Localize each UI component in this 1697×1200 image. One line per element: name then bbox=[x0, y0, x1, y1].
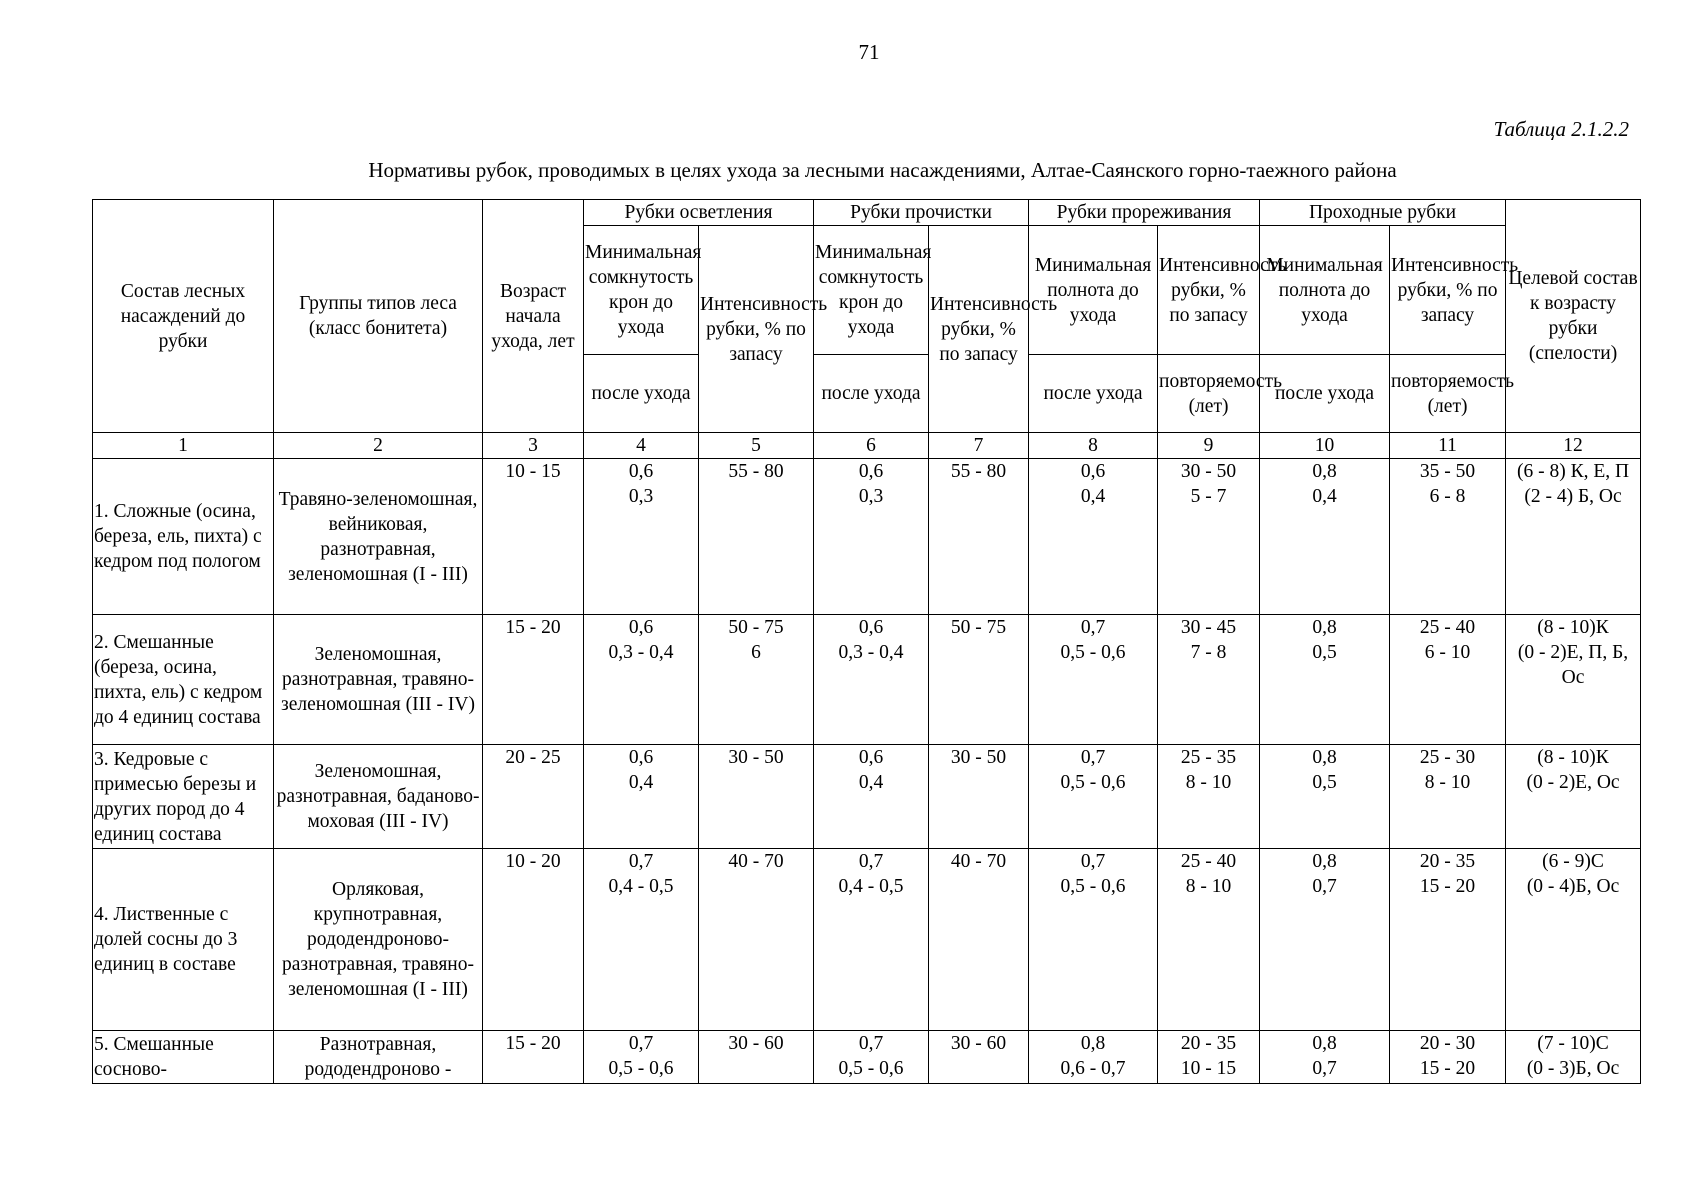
cell-target-primary: (6 - 9)С bbox=[1542, 851, 1604, 872]
cell-start-age: 20 - 25 bbox=[483, 745, 584, 849]
cell-target-primary: (8 - 10)К bbox=[1537, 617, 1609, 638]
header-forest-types: Группы типов леса (класс бонитета) bbox=[274, 200, 483, 433]
cell-prorezh-min-secondary: 0,6 - 0,7 bbox=[1060, 1058, 1126, 1079]
cell-prorezh-intensity-secondary: 5 - 7 bbox=[1190, 486, 1227, 507]
cell-prohod-intensity-primary: 35 - 50 bbox=[1419, 461, 1476, 482]
cell-osv-intensity bbox=[699, 849, 814, 1031]
table-row bbox=[93, 459, 1641, 615]
cell-composition: 3. Кедровые с примесью березы и других пород до 4 единиц состава bbox=[93, 745, 274, 849]
cell-prorezh-intensity-secondary: 8 - 10 bbox=[1185, 876, 1232, 897]
cell-target-secondary: (0 - 2)Е, П, Б, Ос bbox=[1517, 642, 1629, 688]
cell-prohod-intensity-primary: 20 - 30 bbox=[1419, 1033, 1476, 1054]
cell-prorezh-min-secondary: 0,4 bbox=[1080, 486, 1106, 507]
cell-osv-intensity bbox=[699, 615, 814, 745]
header-proch-intensity: Интенсивность рубки, % по запасу bbox=[929, 226, 1029, 433]
cell-prorezh-intensity-primary: 25 - 40 bbox=[1180, 851, 1237, 872]
cell-prorezh-intensity-primary: 30 - 45 bbox=[1180, 617, 1237, 638]
cell-prohod-min bbox=[1260, 745, 1390, 849]
cell-prorezh-min-primary: 0,6 bbox=[1080, 461, 1106, 482]
cell-proch-min-primary: 0,7 bbox=[858, 851, 884, 872]
cell-proch-min-primary: 0,6 bbox=[858, 747, 884, 768]
header-prohod-min: Минимальная полнота до ухода bbox=[1260, 226, 1390, 355]
cell-prorezh-min bbox=[1029, 615, 1158, 745]
cell-prohod-intensity-primary: 25 - 40 bbox=[1419, 617, 1476, 638]
cell-prohod-min-primary: 0,8 bbox=[1312, 617, 1337, 638]
cell-prorezh-intensity bbox=[1158, 849, 1260, 1031]
cell-proch-min-secondary: 0,4 bbox=[858, 772, 884, 793]
cell-prorezh-min bbox=[1029, 459, 1158, 615]
cell-target-secondary: (2 - 4) Б, Ос bbox=[1524, 486, 1622, 507]
cell-prohod-min bbox=[1260, 615, 1390, 745]
cell-prohod-intensity bbox=[1390, 615, 1506, 745]
cell-target-primary: (7 - 10)С bbox=[1537, 1033, 1609, 1054]
cell-osv-intensity bbox=[699, 1031, 814, 1084]
cell-prohod-intensity-secondary: 8 - 10 bbox=[1424, 772, 1471, 793]
cell-forest-types: Разнотравная, рододендроново - bbox=[274, 1031, 483, 1084]
cell-osv-min-primary: 0,6 bbox=[628, 747, 654, 768]
cell-forest-types: Зеленомошная, разнотравная, баданово-моховая (III - IV) bbox=[274, 745, 483, 849]
cell-osv-min bbox=[584, 745, 699, 849]
cell-target-secondary: (0 - 3)Б, Ос bbox=[1526, 1058, 1620, 1079]
cell-prorezh-min-secondary: 0,5 - 0,6 bbox=[1060, 876, 1126, 897]
cell-prorezh-intensity-primary: 20 - 35 bbox=[1180, 1033, 1237, 1054]
cell-prorezh-min-secondary: 0,5 - 0,6 bbox=[1060, 642, 1126, 663]
cell-forest-types: Зеленомошная, разнотравная, травяно-зеленомошная (III - IV) bbox=[274, 615, 483, 745]
cell-prohod-intensity bbox=[1390, 745, 1506, 849]
cell-prohod-intensity-secondary: 6 - 10 bbox=[1424, 642, 1471, 663]
cell-osv-min-secondary: 0,3 - 0,4 bbox=[608, 642, 674, 663]
header-group-prohodnye: Проходные рубки bbox=[1260, 200, 1506, 226]
header-group-prochistka: Рубки прочистки bbox=[814, 200, 1029, 226]
cell-proch-min-secondary: 0,5 - 0,6 bbox=[838, 1058, 904, 1079]
cell-prorezh-intensity-primary: 30 - 50 bbox=[1180, 461, 1237, 482]
cell-proch-intensity: 30 - 60 bbox=[929, 1031, 1029, 1084]
cell-prorezh-intensity-secondary: 7 - 8 bbox=[1190, 642, 1227, 663]
cell-prohod-min-secondary: 0,7 bbox=[1312, 876, 1337, 897]
cell-target-primary: (8 - 10)К bbox=[1537, 747, 1609, 768]
header-group-osvetlenie: Рубки осветления bbox=[584, 200, 814, 226]
column-number: 5 bbox=[699, 433, 814, 459]
header-prohod-repeat: повторяемость (лет) bbox=[1390, 355, 1506, 433]
cell-start-age: 15 - 20 bbox=[483, 615, 584, 745]
cell-proch-min-primary: 0,7 bbox=[858, 1033, 884, 1054]
cell-prohod-min-secondary: 0,7 bbox=[1312, 1058, 1337, 1079]
table-row bbox=[93, 745, 1641, 849]
cell-prohod-min bbox=[1260, 849, 1390, 1031]
cell-proch-intensity: 40 - 70 bbox=[929, 849, 1029, 1031]
cell-prorezh-min bbox=[1029, 745, 1158, 849]
cell-osv-intensity bbox=[699, 745, 814, 849]
cell-forest-types: Травяно-зеленомошная, вейниковая, разнотравная, зеленомошная (I - III) bbox=[274, 459, 483, 615]
cell-proch-min-primary: 0,6 bbox=[858, 461, 884, 482]
header-proch-after: после ухода bbox=[814, 355, 929, 433]
table-label: Таблица 2.1.2.2 bbox=[1493, 117, 1629, 141]
cell-target bbox=[1506, 745, 1641, 849]
cell-osv-intensity-secondary: 6 bbox=[751, 642, 761, 663]
column-number: 11 bbox=[1390, 433, 1506, 459]
cell-proch-min bbox=[814, 849, 929, 1031]
cell-prohod-intensity-primary: 25 - 30 bbox=[1419, 747, 1476, 768]
cell-prorezh-min bbox=[1029, 1031, 1158, 1084]
cell-prohod-min-secondary: 0,5 bbox=[1312, 772, 1337, 793]
cell-composition: 1. Сложные (осина, береза, ель, пихта) с кедром под пологом bbox=[93, 459, 274, 615]
table-row bbox=[93, 849, 1641, 1031]
table-title: Нормативы рубок, проводимых в целях ухода за лесными насаждениями, Алтае-Саянского горно-таежного района bbox=[368, 158, 1397, 182]
column-number: 7 bbox=[929, 433, 1029, 459]
cell-osv-min bbox=[584, 1031, 699, 1084]
cell-prohod-min-primary: 0,8 bbox=[1312, 851, 1337, 872]
header-osv-min: Минимальная сомкнутость крон до ухода bbox=[584, 226, 699, 355]
cell-target bbox=[1506, 1031, 1641, 1084]
cell-target bbox=[1506, 849, 1641, 1031]
cell-proch-min bbox=[814, 615, 929, 745]
header-prorezh-repeat: повторяемость (лет) bbox=[1158, 355, 1260, 433]
cell-prohod-min-primary: 0,8 bbox=[1312, 461, 1337, 482]
cell-proch-min-secondary: 0,3 - 0,4 bbox=[838, 642, 904, 663]
cell-osv-min-secondary: 0,3 bbox=[628, 486, 654, 507]
cell-prohod-min bbox=[1260, 1031, 1390, 1084]
column-number: 6 bbox=[814, 433, 929, 459]
cell-osv-min-secondary: 0,5 - 0,6 bbox=[608, 1058, 674, 1079]
cell-prohod-intensity bbox=[1390, 1031, 1506, 1084]
cell-prohod-min-primary: 0,8 bbox=[1312, 1033, 1337, 1054]
cell-prorezh-intensity bbox=[1158, 1031, 1260, 1084]
cell-prohod-intensity bbox=[1390, 459, 1506, 615]
cell-prohod-min-primary: 0,8 bbox=[1312, 747, 1337, 768]
cell-proch-min bbox=[814, 745, 929, 849]
cell-osv-intensity-primary: 55 - 80 bbox=[728, 461, 784, 482]
norms-table bbox=[92, 199, 1641, 1084]
column-number: 8 bbox=[1029, 433, 1158, 459]
header-prohod-after: после ухода bbox=[1260, 355, 1390, 433]
cell-osv-min-secondary: 0,4 - 0,5 bbox=[608, 876, 674, 897]
cell-proch-intensity: 30 - 50 bbox=[929, 745, 1029, 849]
header-osv-after: после ухода bbox=[584, 355, 699, 433]
cell-prohod-intensity bbox=[1390, 849, 1506, 1031]
cell-target-primary: (6 - 8) К, Е, П bbox=[1516, 461, 1630, 482]
cell-proch-min bbox=[814, 459, 929, 615]
cell-osv-min bbox=[584, 615, 699, 745]
cell-osv-min bbox=[584, 459, 699, 615]
cell-osv-min bbox=[584, 849, 699, 1031]
cell-prohod-min-secondary: 0,4 bbox=[1312, 486, 1337, 507]
cell-prorezh-min-primary: 0,7 bbox=[1080, 851, 1106, 872]
cell-proch-min bbox=[814, 1031, 929, 1084]
cell-target-secondary: (0 - 4)Б, Ос bbox=[1526, 876, 1620, 897]
cell-osv-intensity-primary: 30 - 60 bbox=[728, 1033, 784, 1054]
header-composition: Состав лесных насаждений до рубки bbox=[93, 200, 274, 433]
column-number: 2 bbox=[274, 433, 483, 459]
cell-proch-intensity: 50 - 75 bbox=[929, 615, 1029, 745]
header-target-composition: Целевой состав к возрасту рубки (спелости) bbox=[1506, 200, 1641, 433]
cell-target-secondary: (0 - 2)Е, Ос bbox=[1526, 772, 1620, 793]
cell-osv-intensity-primary: 30 - 50 bbox=[728, 747, 784, 768]
cell-prorezh-intensity-secondary: 8 - 10 bbox=[1185, 772, 1232, 793]
cell-osv-intensity-primary: 50 - 75 bbox=[728, 617, 784, 638]
cell-osv-intensity bbox=[699, 459, 814, 615]
header-prorezh-after: после ухода bbox=[1029, 355, 1158, 433]
column-number: 1 bbox=[93, 433, 274, 459]
cell-target bbox=[1506, 615, 1641, 745]
cell-prohod-intensity-primary: 20 - 35 bbox=[1419, 851, 1476, 872]
header-group-prorezhivanie: Рубки прореживания bbox=[1029, 200, 1260, 226]
header-prorezh-min: Минимальная полнота до ухода bbox=[1029, 226, 1158, 355]
cell-prohod-intensity-secondary: 6 - 8 bbox=[1429, 486, 1466, 507]
cell-prorezh-intensity-primary: 25 - 35 bbox=[1180, 747, 1237, 768]
cell-target bbox=[1506, 459, 1641, 615]
cell-start-age: 10 - 15 bbox=[483, 459, 584, 615]
cell-proch-min-secondary: 0,3 bbox=[858, 486, 884, 507]
table-row bbox=[93, 1031, 1641, 1084]
cell-prohod-min-secondary: 0,5 bbox=[1312, 642, 1337, 663]
cell-composition: 5. Смешанные сосново- bbox=[93, 1031, 274, 1084]
cell-prorezh-min-primary: 0,8 bbox=[1080, 1033, 1106, 1054]
cell-prohod-min bbox=[1260, 459, 1390, 615]
header-prohod-intensity: Интенсивность рубки, % по запасу bbox=[1390, 226, 1506, 355]
column-number: 12 bbox=[1506, 433, 1641, 459]
cell-osv-intensity-primary: 40 - 70 bbox=[728, 851, 784, 872]
cell-start-age: 10 - 20 bbox=[483, 849, 584, 1031]
cell-prorezh-min-primary: 0,7 bbox=[1080, 617, 1106, 638]
cell-prorezh-min-secondary: 0,5 - 0,6 bbox=[1060, 772, 1126, 793]
cell-osv-min-primary: 0,7 bbox=[628, 851, 654, 872]
table-body bbox=[93, 459, 1641, 1084]
header-osv-intensity: Интенсивность рубки, % по запасу bbox=[699, 226, 814, 433]
page-number: 71 bbox=[858, 40, 880, 64]
cell-prohod-intensity-secondary: 15 - 20 bbox=[1419, 876, 1476, 897]
cell-proch-min-primary: 0,6 bbox=[858, 617, 884, 638]
cell-forest-types: Орляковая, крупнотравная, рододендроново-разнотравная, травяно-зеленомошная (I - III) bbox=[274, 849, 483, 1031]
cell-proch-intensity: 55 - 80 bbox=[929, 459, 1029, 615]
cell-prorezh-intensity bbox=[1158, 745, 1260, 849]
cell-proch-min-secondary: 0,4 - 0,5 bbox=[838, 876, 904, 897]
cell-prorezh-min bbox=[1029, 849, 1158, 1031]
header-proch-min: Минимальная сомкнутость крон до ухода bbox=[814, 226, 929, 355]
cell-composition: 2. Смешанные (береза, осина, пихта, ель) с кедром до 4 единиц состава bbox=[93, 615, 274, 745]
cell-composition: 4. Лиственные с долей сосны до 3 единиц в составе bbox=[93, 849, 274, 1031]
header-start-age: Возраст начала ухода, лет bbox=[483, 200, 584, 433]
table-row bbox=[93, 615, 1641, 745]
cell-prorezh-min-primary: 0,7 bbox=[1080, 747, 1106, 768]
cell-prorezh-intensity bbox=[1158, 459, 1260, 615]
cell-osv-min-primary: 0,7 bbox=[628, 1033, 654, 1054]
cell-prorezh-intensity-secondary: 10 - 15 bbox=[1180, 1058, 1237, 1079]
column-number: 4 bbox=[584, 433, 699, 459]
column-number: 3 bbox=[483, 433, 584, 459]
cell-prorezh-intensity bbox=[1158, 615, 1260, 745]
cell-start-age: 15 - 20 bbox=[483, 1031, 584, 1084]
table-header bbox=[93, 200, 1641, 459]
cell-osv-min-secondary: 0,4 bbox=[628, 772, 654, 793]
cell-prohod-intensity-secondary: 15 - 20 bbox=[1419, 1058, 1476, 1079]
cell-osv-min-primary: 0,6 bbox=[628, 461, 654, 482]
cell-osv-min-primary: 0,6 bbox=[628, 617, 654, 638]
column-number: 9 bbox=[1158, 433, 1260, 459]
header-prorezh-intensity: Интенсивность рубки, % по запасу bbox=[1158, 226, 1260, 355]
column-number: 10 bbox=[1260, 433, 1390, 459]
